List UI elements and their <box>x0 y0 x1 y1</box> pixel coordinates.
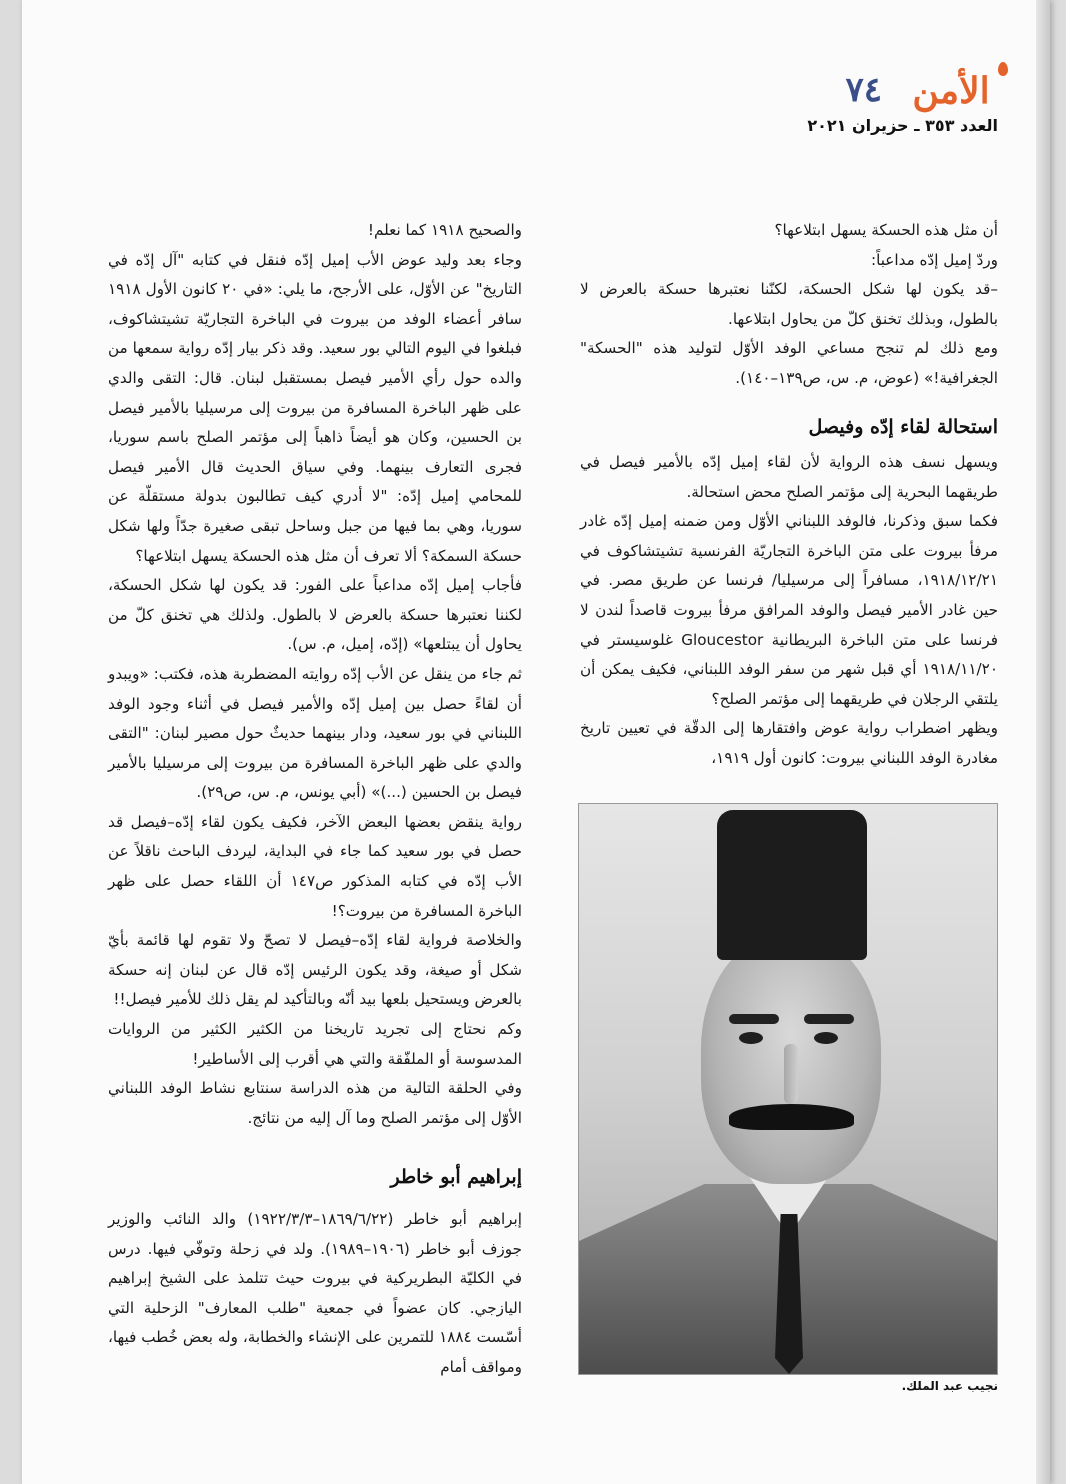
portrait-fez <box>717 810 867 960</box>
portrait-eye <box>814 1032 838 1044</box>
portrait-eye <box>739 1032 763 1044</box>
paragraph: ثم جاء من ينقل عن الأب إدّه روايته المضطربة هذه، فكتب: «ويبدو أن لقاءً حصل بين إميل إدّه والأمير فيصل في أثناء وجود الوفد اللبناني في بور سعيد، ودار بينهما حديثٌ حول مصير لبنان: "التقى والدي على ظهر الباخرة المسافرة من بيروت إلى مرسيليا بالأمير فيصل بن الحسين (...)» (أبي يونس، م. س، ص٢٩). <box>108 664 522 802</box>
paragraph: رواية ينقض بعضها البعض الآخر، فكيف يكون لقاء إدّه–فيصل قد حصل في بور سعيد كما جاء في البداية، ليردف الباحث ناقلاً عن الأب إدّه في كتابه المذكور ص١٤٧ أن اللقاء حصل على ظهر الباخرة المسافرة من بيروت؟! <box>108 812 522 920</box>
section-heading: إبراهيم أبو خاطر <box>390 1166 522 1189</box>
paragraph: –قد يكون لها شكل الحسكة، لكنّنا نعتبرها حسكة بالعرض لا بالطول، وبذلك تخنق كلّ من يحاول ابتلاعها. <box>580 280 998 328</box>
paragraph: والخلاصة فرواية لقاء إدّه–فيصل لا تصحّ ولا تقوم لها قائمة بأيّ شكل أو صيغة، وقد يكون الرئيس إدّه قال عن لبنان إنه حسكة بالعرض ويستحيل بلعها بيد أنّه وبالتأكيد لم يقل ذلك للأمير فيصل!! <box>108 931 522 1009</box>
portrait-brow <box>804 1014 854 1024</box>
section-body <box>580 448 998 774</box>
paragraph: إبراهيم أبو خاطر (١٨٦٩/٦/٢٢–١٩٢٢/٣/٣) والد النائب والوزير جوزف أبو خاطر (١٩٠٦–١٩٨٩). ولد في زحلة وتوفّي فيها. درس في الكليّة البطريركية في بيروت حيث تتلمذ على الشيخ إبراهيم اليازجي. كان عضواً في جمعية "طلب المعارف" الزحلية التي أسّست ١٨٨٤ للتمرين على الإنشاء والخطابة، وله بعض خُطب فيها، ومواقف أمام <box>108 1210 523 1376</box>
right-section <box>580 416 998 774</box>
page-edge <box>1036 0 1050 1484</box>
paragraph: والصحيح ١٩١٨ كما نعلم! <box>367 221 522 239</box>
paragraph: فأجاب إميل إدّه مداعباً على الفور: قد يكون لها شكل الحسكة، لكننا نعتبرها حسكة بالعرض لا بالطول. ولذلك هي تخنق كلّ من يحاول أن يبتلعها» (إدّه، إميل، م. س). <box>108 576 522 654</box>
paragraph: فكما سبق وذكرنا، فالوفد اللبناني الأوّل ومن ضمنه إميل إدّه غادر مرفأ بيروت على متن الباخرة التجاريّة الفرنسية تشيتشاكوف في ١٩١٨/١٢/٢١، مسافراً إلى مرسيليا/ فرنسا عن طريق مصر. في حين غادر الأمير فيصل والوفد المرافق مرفأ بيروت قاصداً لندن لا فرنسا على متن الباخرة البريطانية Gloucestor غلوسيستر في ١٩١٨/١١/٢٠ أي قبل شهر من سفر الوفد اللبناني، فكيف يمكن أن يلتقي الرجلان في طريقهما إلى مؤتمر الصلح؟ <box>580 512 998 708</box>
paragraph: ويسهل نسف هذه الرواية لأن لقاء إميل إدّه بالأمير فيصل في طريقهما البحرية إلى مؤتمر الصلح محض استحالة. <box>580 453 998 501</box>
portrait-mustache <box>729 1104 854 1130</box>
paragraph: أن مثل هذه الحسكة يسهل ابتلاعها؟ <box>774 221 998 239</box>
portrait-nose <box>784 1044 798 1104</box>
paragraph: وردّ إميل إدّه مداعباً: <box>870 250 998 269</box>
portrait-photo <box>578 803 998 1375</box>
issue-info: العدد ٣٥٣ ـ حزيران ٢٠٢١ <box>807 116 998 135</box>
page-number: ٧٤ <box>845 70 882 110</box>
photo-caption: نجيب عبد الملك. <box>901 1379 998 1393</box>
paragraph: وفي الحلقة التالية من هذه الدراسة سنتابع نشاط الوفد اللبناني الأوّل إلى مؤتمر الصلح وما آل إليه من نتائج. <box>108 1079 522 1127</box>
magazine-logo: الأمن <box>912 70 990 112</box>
paragraph: ويظهر اضطراب رواية عوض وافتقارها إلى الدقّة في تعيين تاريخ مغادرة الوفد اللبناني بيروت: كانون أول ١٩١٩، <box>580 719 998 767</box>
section-heading: استحالة لقاء إدّه وفيصل <box>808 416 998 438</box>
magazine-page <box>22 0 1050 1484</box>
right-column <box>580 216 998 394</box>
paragraph: ومع ذلك لم تنجح مساعي الوفد الأوّل لتوليد هذه "الحسكة" الجغرافية!» (عوض، م. س، ص١٣٩–١٤٠). <box>580 339 998 387</box>
left-column <box>108 216 522 1383</box>
paragraph: وجاء بعد وليد عوض الأب إميل إدّه فنقل في كتابه "آل إدّه في التاريخ" عن الأوّل، على الأرجح، ما يلي: «في ٢٠ كانون الأول ١٩١٨ سافر أعضاء الوفد من بيروت في الباخرة التجاريّة تشيتشاكوف، فبلغوا في اليوم التالي بور سعيد. وقد ذكر بيار إدّه رواية سمعها من والده حول رأي الأمير فيصل بمستقبل لبنان. قال: التقى والدي على ظهر الباخرة المسافرة من بيروت إلى مرسيليا بالأمير فيصل بن الحسين، وكان هو أيضاً ذاهباً إلى مؤتمر الصلح باسم سوريا، فجرى التعارف بينهما. وفي سياق الحديث قال الأمير فيصل للمحامي إميل إدّه: "لا أدري كيف تطالبون بدولة مستقلّة عن سوريا، وهي بما فيها من جبل وساحل تبقى صغيرة جدّاً ولها شكل حسكة السمكة؟ ألا تعرف أن مثل هذه الحسكة يسهل ابتلاعها؟ <box>108 250 522 565</box>
portrait-brow <box>729 1014 779 1024</box>
paragraph: وكم نحتاج إلى تجريد تاريخنا من الكثير الكثير من الروايات المدسوسة أو الملفّقة والتي هي أقرب إلى الأساطير! <box>108 1020 522 1068</box>
